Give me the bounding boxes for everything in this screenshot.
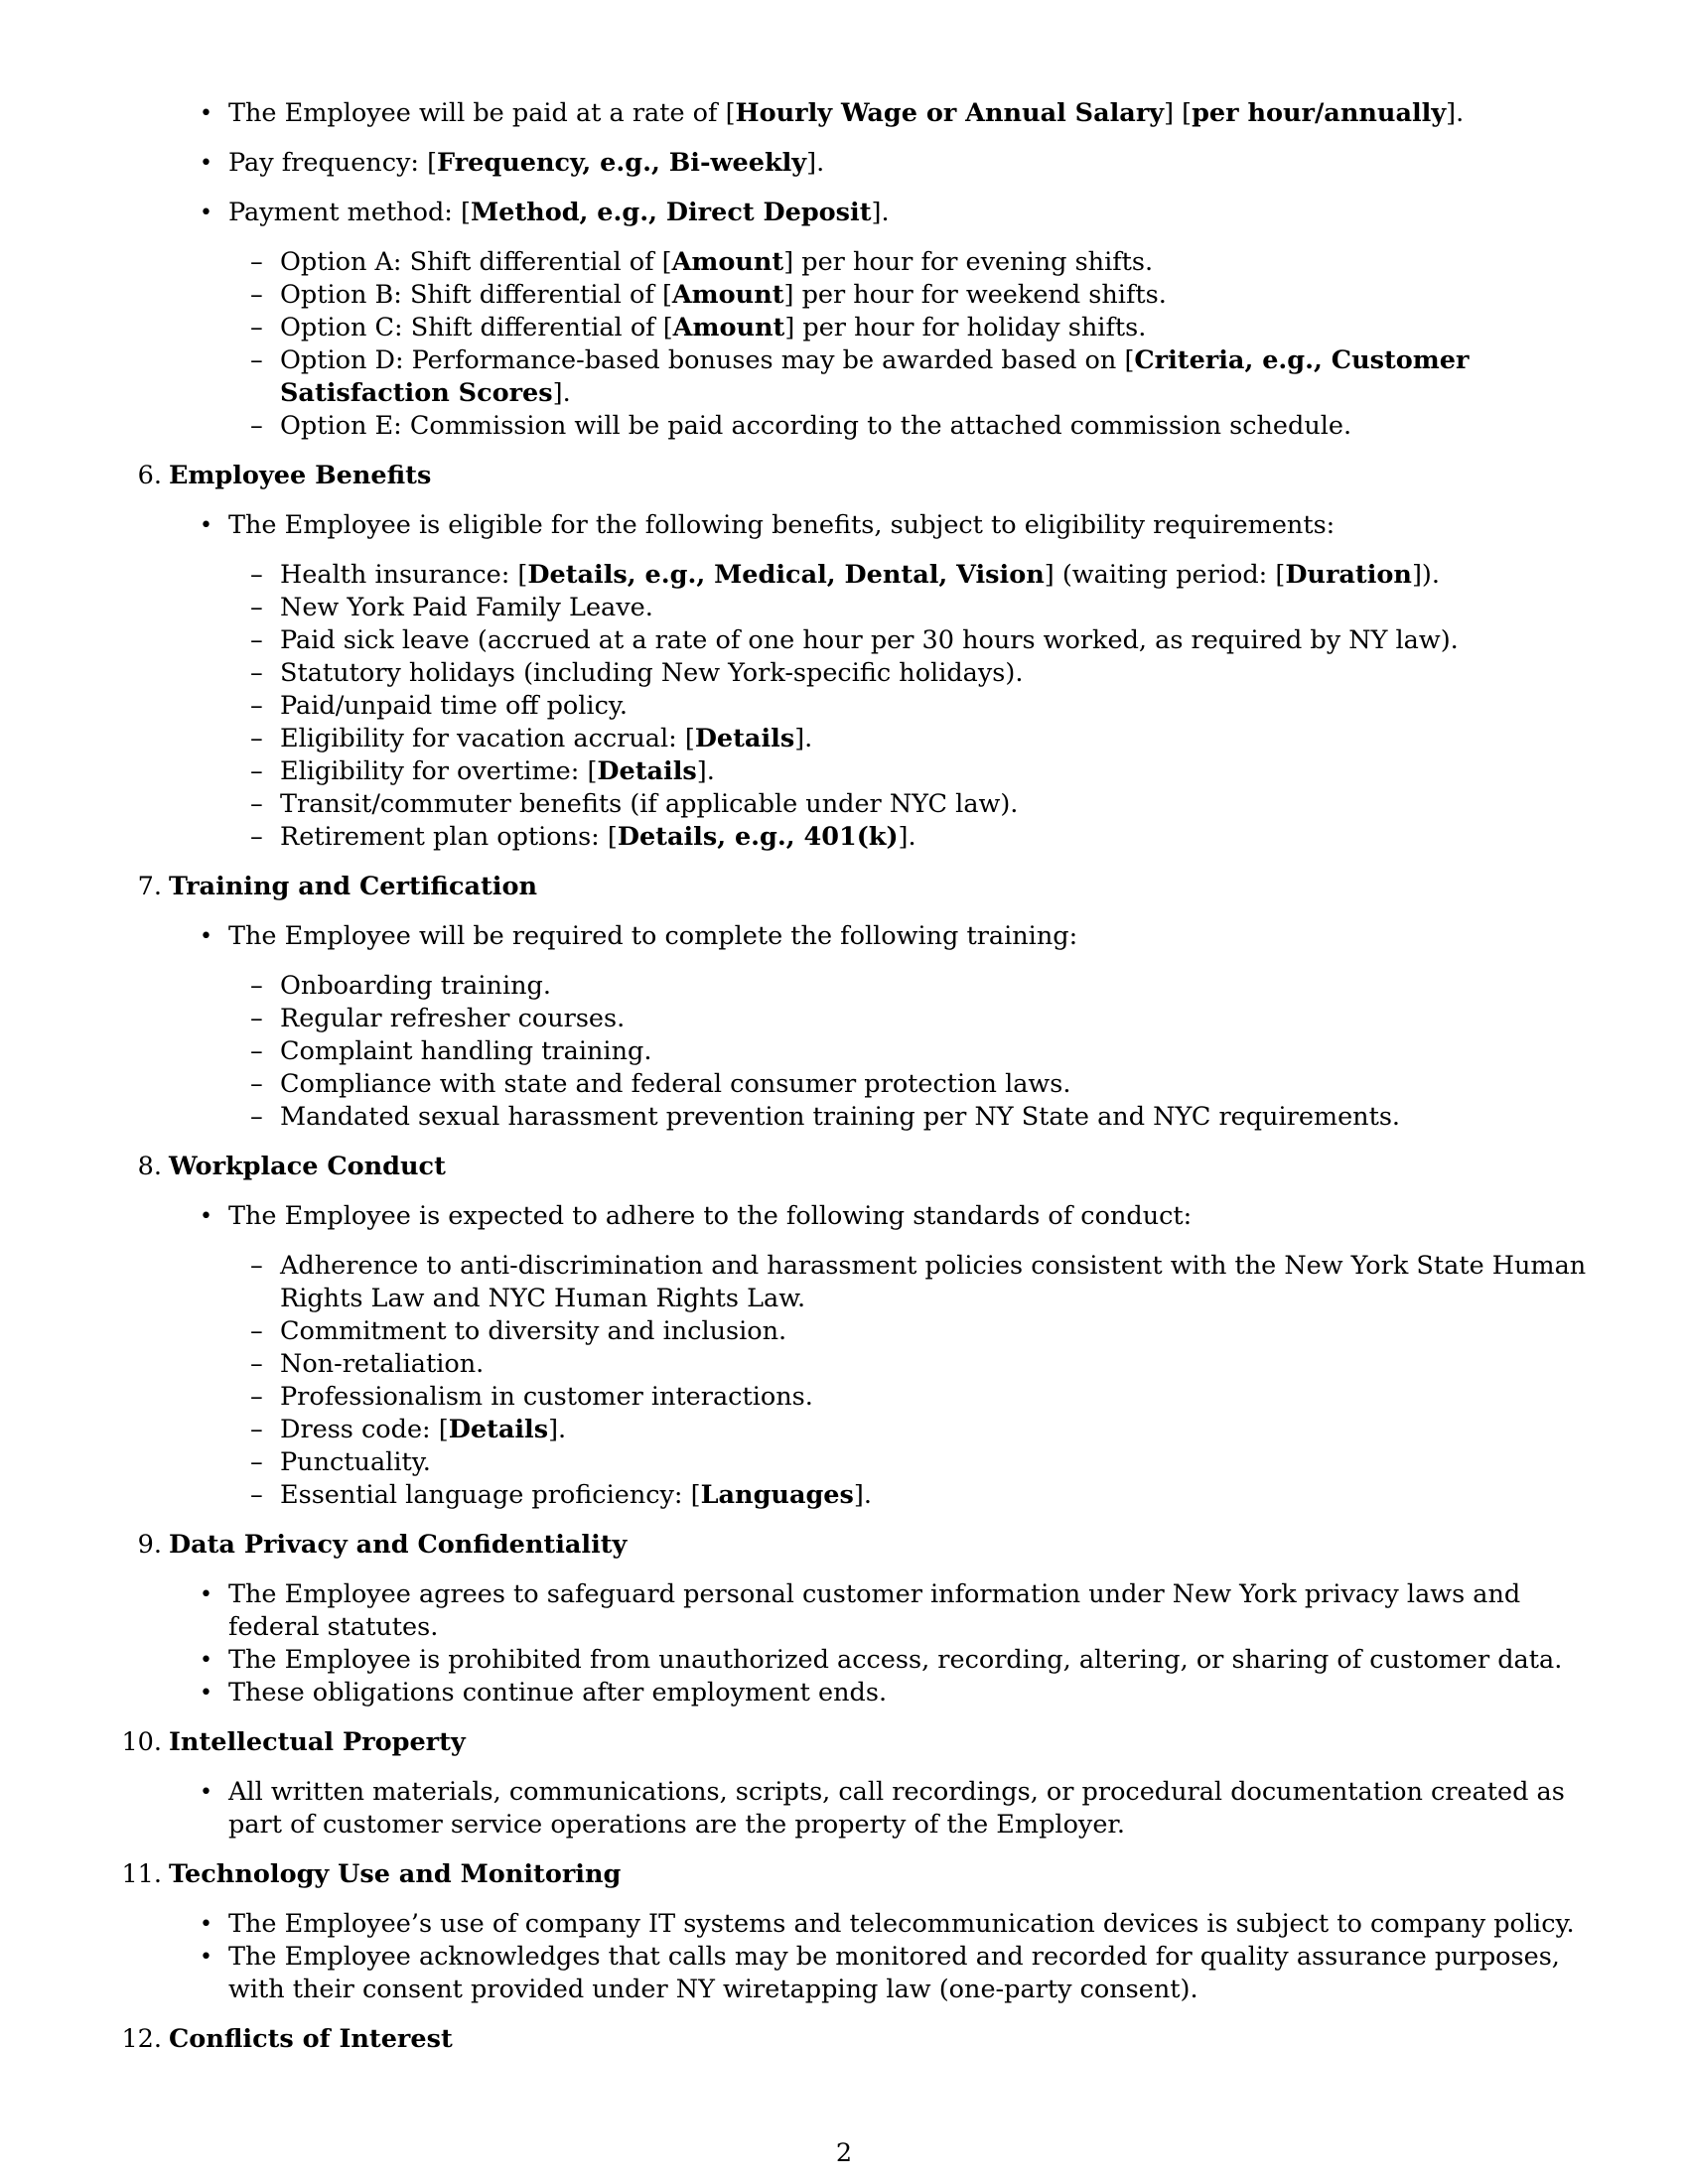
list-item: • The Employee’s use of company IT systems and telecommunication devices is subject to company policy.: [94, 1908, 1594, 1941]
section-title: Conflicts of Interest: [169, 2024, 453, 2054]
list-item: • These obligations continue after employment ends.: [94, 1677, 1594, 1709]
section-heading: [94, 2023, 1594, 2056]
list-item: – Professionalism in customer interactions.: [94, 1381, 1594, 1414]
list-item: • Payment method: [Method, e.g., Direct Deposit].: [94, 197, 1594, 229]
list-item: – Option A: Shift differential of [Amount] per hour for evening shifts.: [94, 246, 1594, 279]
section-number: 10.: [121, 1727, 162, 1757]
list-item: • The Employee is eligible for the following benefits, subject to eligibility requirements:: [94, 509, 1594, 542]
list-item: • The Employee agrees to safeguard personal customer information under New York privacy laws and federal statutes.: [94, 1578, 1594, 1644]
page-number: 2: [835, 2138, 853, 2168]
section-heading: [94, 871, 1594, 903]
list-item: – Essential language proficiency: [Languages].: [94, 1479, 1594, 1512]
list-item: – Commitment to diversity and inclusion.: [94, 1315, 1594, 1348]
section-number: 12.: [121, 2024, 162, 2054]
list-item: – Dress code: [Details].: [94, 1414, 1594, 1446]
section-heading: [94, 1726, 1594, 1759]
section-number: 7.: [137, 872, 162, 901]
section-heading: [94, 1529, 1594, 1562]
list-item: – Compliance with state and federal consumer protection laws.: [94, 1068, 1594, 1101]
section-bullets: [94, 1776, 1594, 1842]
list-item: • The Employee is prohibited from unauthorized access, recording, altering, or sharing of customer data.: [94, 1644, 1594, 1677]
list-item: – Complaint handling training.: [94, 1035, 1594, 1068]
list-item: – Statutory holidays (including New York-specific holidays).: [94, 657, 1594, 690]
list-item: – Punctuality.: [94, 1446, 1594, 1479]
list-item: – Mandated sexual harassment prevention training per NY State and NYC requirements.: [94, 1101, 1594, 1134]
list-item: – Paid sick leave (accrued at a rate of one hour per 30 hours worked, as required by NY law).: [94, 624, 1594, 657]
list-item: – Onboarding training.: [94, 970, 1594, 1003]
list-item: – Option E: Commission will be paid according to the attached commission schedule.: [94, 410, 1594, 443]
list-item: – Non-retaliation.: [94, 1348, 1594, 1381]
section-heading: [94, 1858, 1594, 1891]
training-list: [94, 970, 1594, 1134]
list-item: • All written materials, communications, scripts, call recordings, or procedural documentation created as part of customer service operations are the property of the Employer.: [94, 1776, 1594, 1842]
section-number: 9.: [137, 1530, 162, 1560]
list-item: • The Employee is expected to adhere to the following standards of conduct:: [94, 1200, 1594, 1233]
compensation-bullets: [94, 97, 1594, 229]
section-title: Data Privacy and Confidentiality: [169, 1530, 628, 1560]
list-item: – Option C: Shift differential of [Amount] per hour for holiday shifts.: [94, 312, 1594, 344]
list-item: • The Employee will be required to complete the following training:: [94, 920, 1594, 953]
section-title: Technology Use and Monitoring: [169, 1859, 622, 1889]
section-title: Employee Benefits: [169, 461, 432, 490]
list-item: • Pay frequency: [Frequency, e.g., Bi-weekly].: [94, 147, 1594, 180]
list-item: • The Employee acknowledges that calls may be monitored and recorded for quality assurance purposes, with their consent provided under NY wiretapping law (one-party consent).: [94, 1941, 1594, 2006]
conduct-list: [94, 1250, 1594, 1512]
list-item: – New York Paid Family Leave.: [94, 592, 1594, 624]
section-bullets: [94, 1200, 1594, 1233]
section-bullets: [94, 1578, 1594, 1709]
list-item: • The Employee will be paid at a rate of [Hourly Wage or Annual Salary] [per hour/annually].: [94, 97, 1594, 130]
page-content: [94, 97, 1594, 2056]
section-number: 6.: [137, 461, 162, 490]
list-item: – Option B: Shift differential of [Amount] per hour for weekend shifts.: [94, 279, 1594, 312]
list-item: – Transit/commuter benefits (if applicable under NYC law).: [94, 788, 1594, 821]
section-bullets: [94, 1908, 1594, 2006]
list-item: – Option D: Performance-based bonuses may be awarded based on [Criteria, e.g., Customer Satisfaction Scores].: [94, 344, 1594, 410]
section-title: Training and Certification: [169, 872, 538, 901]
section-title: Intellectual Property: [169, 1727, 466, 1757]
benefits-list: [94, 559, 1594, 854]
section-title: Workplace Conduct: [169, 1152, 446, 1181]
section-number: 8.: [137, 1152, 162, 1181]
list-item: – Paid/unpaid time off policy.: [94, 690, 1594, 723]
list-item: – Regular refresher courses.: [94, 1003, 1594, 1035]
compensation-options: [94, 246, 1594, 443]
list-item: – Retirement plan options: [Details, e.g., 401(k)].: [94, 821, 1594, 854]
section-bullets: [94, 920, 1594, 953]
list-item: – Adherence to anti-discrimination and harassment policies consistent with the New York State Human Rights Law and NYC Human Rights Law.: [94, 1250, 1594, 1315]
list-item: – Eligibility for overtime: [Details].: [94, 755, 1594, 788]
section-heading: [94, 460, 1594, 492]
list-item: – Health insurance: [Details, e.g., Medical, Dental, Vision] (waiting period: [Duration]).: [94, 559, 1594, 592]
section-number: 11.: [121, 1859, 162, 1889]
list-item: – Eligibility for vacation accrual: [Details].: [94, 723, 1594, 755]
section-heading: [94, 1151, 1594, 1183]
section-bullets: [94, 509, 1594, 542]
